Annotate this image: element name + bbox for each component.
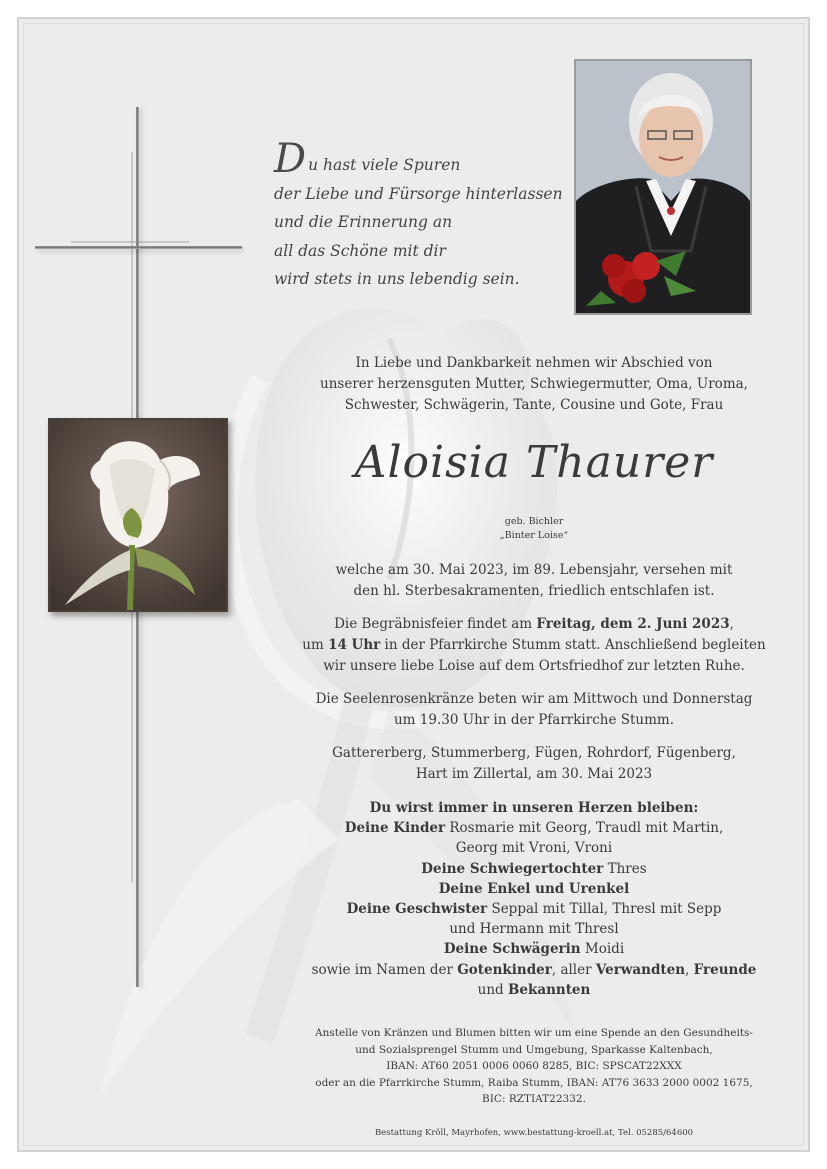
donation-line: oder an die Pfarrkirche Stumm, Raiba Stumm, IBAN: AT76 3633 2000 0002 1675, [315, 1076, 753, 1089]
mourner-label: Freunde [693, 961, 757, 978]
mourners-line: Georg mit Vroni, Vroni [455, 840, 613, 857]
mourner-label: Verwandten [595, 961, 686, 978]
donation-line: BIC: RZTIAT22332. [482, 1093, 586, 1105]
mourner-label: Deine Schwiegertochter [421, 860, 604, 877]
death-line: den hl. Sterbesakramenten, friedlich entschlafen ist. [353, 583, 715, 599]
mourners-line [269, 899, 799, 919]
mourner-names: Seppal mit Tillal, Thresl mit Sepp [487, 901, 722, 918]
intro-line: In Liebe und Dankbarkeit nehmen wir Abschied von [355, 355, 713, 371]
mourner-text: , aller [551, 961, 596, 978]
poem-line: und die Erinnerung an [274, 213, 453, 231]
poem-first-line: u hast viele Spuren [308, 156, 461, 174]
death-line: welche am 30. Mai 2023, im 89. Lebensjahr, versehen mit [335, 562, 733, 578]
funeral-text: Die Begräbnisfeier findet am [334, 616, 537, 632]
mourners-line [269, 818, 799, 838]
birth-name: geb. Bichler [504, 516, 564, 527]
mourner-label: Deine Geschwister [346, 901, 488, 918]
mourner-text: und [477, 981, 508, 998]
mourner-label: Bekannten [507, 981, 591, 998]
death-notice [269, 560, 799, 602]
mourner-names: Rosmarie mit Georg, Traudl mit Martin, [445, 820, 724, 837]
rosary-line: Die Seelenrosenkränze beten wir am Mittwoch und Donnerstag [315, 691, 753, 707]
funeral-line: wir unsere liebe Loise auf dem Ortsfriedhof zur letzten Ruhe. [323, 658, 745, 674]
donation-line: und Sozialsprengel Stumm und Umgebung, Sparkasse Kaltenbach, [355, 1043, 713, 1056]
donation-line: Anstelle von Kränzen und Blumen bitten wir um eine Spende an den Gesundheits- [315, 1027, 753, 1039]
headline-text: Du wirst immer in unseren Herzen bleiben: [369, 800, 699, 816]
intro-line: Schwester, Schwägerin, Tante, Cousine und Gote, Frau [344, 397, 724, 413]
mourners-line [269, 879, 799, 899]
mourner-label: Deine Kinder [344, 820, 446, 837]
mourners-line [269, 980, 799, 1000]
intro-line: unserer herzensguten Mutter, Schwiegermutter, Oma, Uroma, [320, 376, 748, 392]
places-line: Hart im Zillertal, am 30. Mai 2023 [415, 766, 653, 782]
donation-notice [269, 1025, 799, 1108]
funeral-date: Freitag, dem 2. Juni 2023 [536, 616, 730, 632]
funeral-text: in der Pfarrkirche Stumm statt. Anschließend begleiten [380, 637, 766, 653]
poem-line: der Liebe und Fürsorge hinterlassen [274, 184, 563, 203]
donation-line: IBAN: AT60 2051 0006 0060 8285, BIC: SPSCAT22XXX [386, 1060, 682, 1072]
birth-name-block [269, 515, 799, 543]
mourner-names: Thres [603, 860, 647, 877]
intro-text [269, 353, 799, 416]
rose-photo [48, 418, 228, 612]
mourners-line [269, 960, 799, 980]
mourners-line [269, 859, 799, 879]
poem-line [274, 137, 574, 180]
deceased-name: Aloisia Thaurer [354, 437, 714, 488]
poem-line: all das Schöne mit dir [274, 241, 446, 260]
funeral-text: , [729, 616, 734, 632]
cross-horizontal-beam [35, 246, 242, 249]
white-rose-illustration [50, 420, 226, 610]
mourners-line: und Hermann mit Thresl [449, 921, 619, 938]
rosary-notice [269, 689, 799, 731]
portrait-photo [574, 59, 752, 315]
poem-dropcap: D [274, 136, 307, 182]
funeral-text: um [302, 637, 329, 653]
poem-line: wird stets in uns lebendig sein. [274, 270, 520, 288]
funeral-notice [269, 614, 799, 677]
places-date [269, 743, 799, 785]
portrait-illustration [576, 61, 750, 313]
funeral-time: 14 Uhr [328, 637, 381, 653]
mourners-headline [269, 798, 799, 818]
mourners-line [269, 939, 799, 959]
poem [274, 137, 574, 294]
mourner-label: Deine Enkel und Urenkel [438, 880, 630, 897]
mourner-text: sowie im Namen der [311, 961, 458, 978]
places-line: Gattererberg, Stummerberg, Fügen, Rohrdorf, Fügenberg, [332, 745, 736, 761]
mourner-label: Gotenkinder [457, 961, 552, 978]
mourner-label: Deine Schwägerin [443, 941, 581, 958]
rosary-line: um 19.30 Uhr in der Pfarrkirche Stumm. [393, 712, 674, 728]
mourner-text: , [685, 961, 694, 978]
mourners-list [269, 798, 799, 1000]
cross-shadow-horizontal [71, 241, 189, 243]
mourner-names: Moidi [580, 941, 625, 958]
funeral-home-footer: Bestattung Kröll, Mayrhofen, www.bestattung-kroell.at, Tel. 05285/64600 [374, 1128, 694, 1138]
nickname: „Binter Loise“ [499, 530, 569, 541]
funeral-line [269, 635, 799, 656]
funeral-line [269, 614, 799, 635]
obituary-page [17, 17, 810, 1152]
